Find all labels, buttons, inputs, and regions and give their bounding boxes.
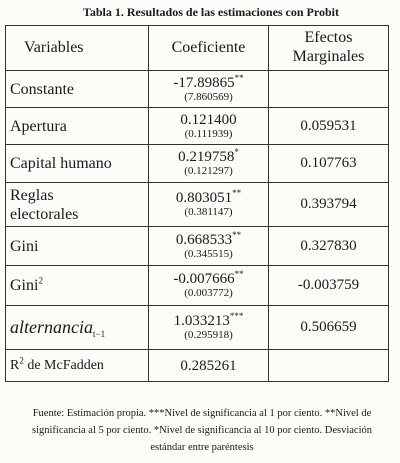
significance-stars: ** [232, 229, 242, 240]
marginal-effect-cell: -0.003759 [269, 266, 389, 306]
header-efectos-marginales [269, 26, 389, 71]
std-error: (0.295918) [184, 329, 233, 341]
coef-value: 1.033213 [173, 313, 230, 329]
table-footnote: Fuente: Estimación propia. ***Nivel de significancia al 1 por ciento. **Nivel de significancia al 5 por ciento. *Nivel de significancia al 10 por ciento. Desviación estándar entre paréntesis [32, 408, 372, 453]
marginal-effect-cell: 0.059531 [269, 108, 389, 145]
variable-cell: Capital humano [6, 145, 149, 183]
header-efectos-line1: Efectos [304, 29, 353, 46]
probit-results-table [5, 25, 389, 382]
significance-stars: * [234, 147, 239, 157]
significance-stars: ** [234, 72, 244, 83]
variable-line2: electorales [10, 205, 79, 223]
coefficient-cell [149, 145, 269, 183]
marginal-effect-cell [269, 350, 389, 382]
coef-value: 0.285261 [180, 357, 237, 374]
marginal-effect-cell [269, 71, 389, 108]
coefficient-cell [149, 227, 269, 266]
variable-cell [6, 350, 149, 382]
std-error: (0.121297) [184, 165, 233, 177]
marginal-effect-cell: 0.327830 [269, 227, 389, 266]
table-row [6, 306, 389, 350]
std-error: (0.111939) [184, 127, 233, 140]
variable-cell [6, 266, 149, 306]
std-error: (0.381147) [184, 206, 233, 218]
header-coeficiente: Coeficiente [149, 26, 269, 71]
coef-value: 0.219758 [178, 149, 235, 165]
coefficient-cell [149, 71, 269, 108]
table-row [6, 227, 389, 266]
significance-stars: *** [229, 311, 244, 321]
marginal-effect-cell: 0.107763 [269, 145, 389, 183]
std-error: (0.003772) [184, 287, 233, 299]
table-row [6, 108, 389, 145]
variable-suffix: de McFadden [23, 358, 104, 373]
variable-line1: Reglas [10, 186, 54, 204]
variable-label: Gini [10, 277, 39, 294]
variable-cell [6, 306, 149, 350]
coef-value: -0.007666 [173, 271, 235, 287]
subscript: t−1 [93, 328, 106, 339]
variable-label: R [10, 358, 20, 373]
coefficient-cell [149, 266, 269, 306]
coefficient-cell [149, 108, 269, 145]
superscript: 2 [38, 275, 43, 286]
marginal-effect-cell: 0.393794 [269, 183, 389, 227]
coefficient-cell [149, 183, 269, 227]
significance-stars: ** [232, 188, 242, 198]
table-row [6, 71, 389, 108]
superscript: 2 [19, 355, 24, 366]
header-variables: Variables [6, 26, 149, 71]
coefficient-cell [149, 350, 269, 382]
table-row [6, 350, 389, 382]
table-row [6, 266, 389, 306]
variable-cell: Constante [6, 71, 149, 108]
table-title: Tabla 1. Resultados de las estimaciones con Probit [82, 5, 340, 19]
coef-value: 0.121400 [180, 111, 237, 128]
table-header-row [6, 26, 389, 71]
variable-cell: Apertura [6, 108, 149, 145]
coef-value: 0.668533 [175, 231, 233, 248]
variable-cell: Gini [6, 227, 149, 266]
significance-stars: ** [234, 269, 244, 279]
header-efectos-line2: Marginales [292, 48, 365, 65]
std-error: (0.345515) [184, 247, 233, 260]
table-row [6, 145, 389, 183]
variable-cell [6, 183, 149, 227]
variable-label: alternancia [10, 316, 93, 337]
coefficient-cell [149, 306, 269, 350]
table-row [6, 183, 389, 227]
std-error: (7.860569) [184, 90, 233, 103]
coef-value: -17.89865 [173, 74, 235, 91]
coef-value: 0.803051 [175, 190, 233, 206]
marginal-effect-cell: 0.506659 [269, 306, 389, 350]
